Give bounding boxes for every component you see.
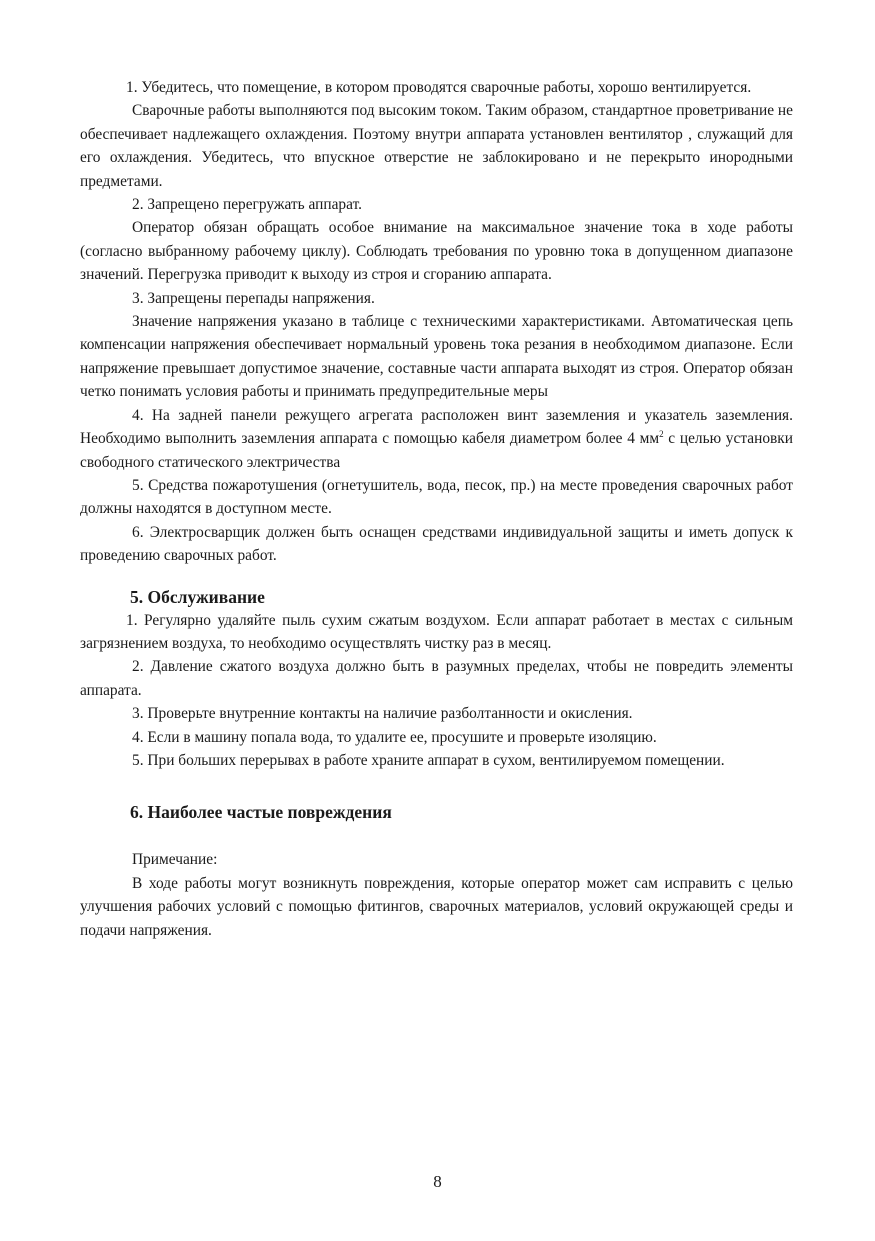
safety-item-4-text — [80, 404, 793, 474]
safety-item-3-title: 3. Запрещены перепады напряжения. — [132, 289, 375, 307]
note-text: В ходе работы могут возникнуть повреждения, которые оператор может сам исправить с целью улучшения рабочих условий с помощью фитингов, сварочных материалов, условий окружающей среды и подачи напряжения. — [80, 874, 793, 939]
damages-heading: 6. Наиболее частые повреждения — [130, 802, 392, 823]
safety-item-2-title: 2. Запрещено перегружать аппарат. — [132, 196, 362, 214]
safety-item-2-text: Оператор обязан обращать особое внимание на максимальное значение тока в ходе работы (согласно выбранному рабочему циклу). Соблюдать требования по уровню тока в допущенном диапазоне значений. Перегрузка приводит к выходу из строя и сгоранию аппарата. — [80, 219, 793, 284]
maintenance-heading: 5. Обслуживание — [130, 586, 265, 607]
safety-item-4-text-b: с целью установки свободного статического электричества — [80, 430, 793, 471]
note-label: Примечание: — [132, 851, 218, 869]
maintenance-item-2: 2. Давление сжатого воздуха должно быть в разумных пределах, чтобы не повредить элементы аппарата. — [80, 658, 793, 699]
safety-item-3-text: Значение напряжения указано в таблице с техническими характеристиками. Автоматическая цепь компенсации напряжения обеспечивает нормальный уровень тока резания в необходимом диапазоне. Если напряжение превышает допустимое значение, составные части аппарата выходят из строя. Оператор обязан четко понимать условия работы и принимать предупредительные меры — [80, 313, 793, 401]
safety-item-4-superscript: 2 — [659, 428, 664, 439]
safety-item-1-title: 1. Убедитесь, что помещение, в котором проводятся сварочные работы, хорошо вентилируется. — [126, 79, 752, 96]
maintenance-item-1: 1. Регулярно удаляйте пыль сухим сжатым воздухом. Если аппарат работает в местах с сильным загрязнением воздуха, то необходимо осуществлять чистку раз в месяц. — [80, 611, 793, 652]
safety-item-1-text: Сварочные работы выполняются под высоким током. Таким образом, стандартное проветривание не обеспечивает надлежащего охлаждения. Поэтому внутри аппарата установлен вентилятор , служащий для его охлаждения. Убедитесь, что впускное отверстие не заблокировано и не перекрыто инородными предметами. — [80, 102, 793, 190]
page-number: 8 — [433, 1172, 442, 1191]
spacer — [80, 772, 793, 800]
safety-item-5-text: 5. Средства пожаротушения (огнетушитель, вода, песок, пр.) на месте проведения сварочных работ должны находятся в доступном месте. — [80, 476, 793, 518]
maintenance-item-3: 3. Проверьте внутренние контакты на наличие разболтанности и окисления. — [132, 705, 633, 723]
safety-item-4-text-a: 4. На задней панели режущего агрегата расположен винт заземления и указатель заземления. Необходимо выполнить заземления аппарата с помощью кабеля диаметром более 4 мм — [80, 406, 793, 448]
page-content — [80, 76, 793, 942]
spacer — [80, 824, 793, 848]
spacer — [80, 568, 793, 585]
maintenance-item-4: 4. Если в машину попала вода, то удалите ее, просушите и проверьте изоляцию. — [132, 728, 657, 746]
safety-item-6-text: 6. Электросварщик должен быть оснащен средствами индивидуальной защиты и иметь допуск к проведению сварочных работ. — [80, 523, 793, 565]
maintenance-item-5: 5. При больших перерывах в работе храните аппарат в сухом, вентилируемом помещении. — [132, 751, 725, 769]
